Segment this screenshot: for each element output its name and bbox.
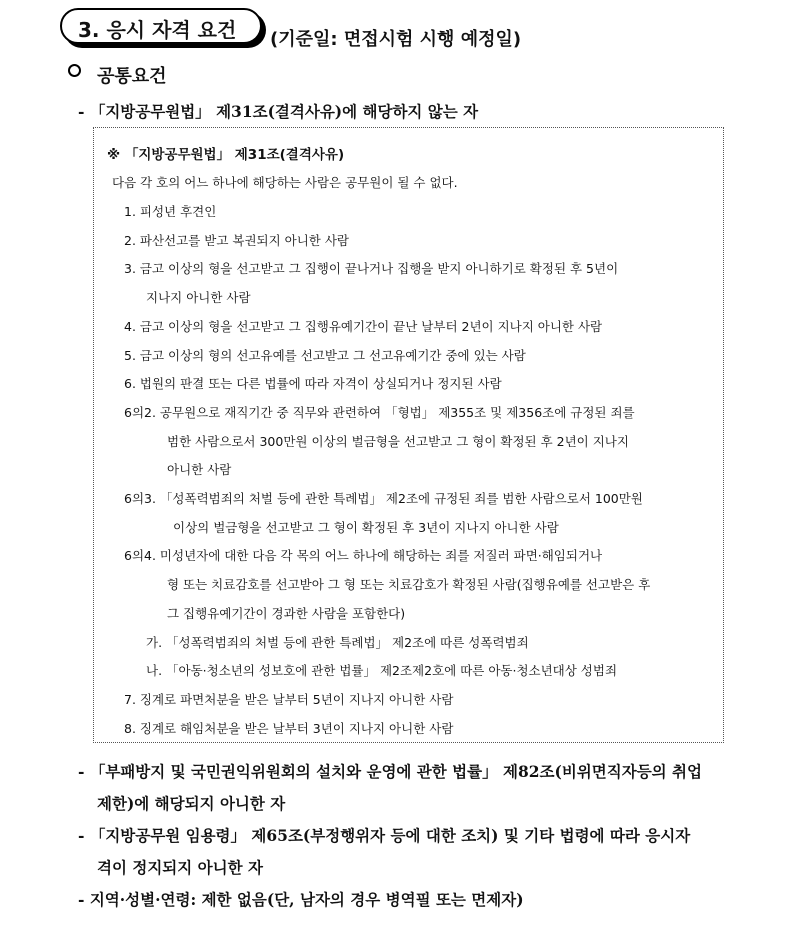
law-line: 지나지 아니한 사람 [146, 290, 251, 305]
law-line: 3. 금고 이상의 형을 선고받고 그 집행이 끝나거나 집행을 받지 아니하기로 확정된 후 5년이 [124, 261, 619, 276]
law-line: 6의4. 미성년자에 대한 다음 각 목의 어느 하나에 해당하는 죄를 저질러 파면·해임되거나 [124, 548, 603, 563]
law-line: 4. 금고 이상의 형을 선고받고 그 집행유예기간이 끝난 날부터 2년이 지나지 아니한 사람 [124, 319, 603, 334]
requirement-item: - 지역·성별·연령: 제한 없음(단, 남자의 경우 병역필 또는 면제자) [78, 890, 524, 909]
law-line: 6의2. 공무원으로 재직기간 중 직무와 관련하여 「형법」 제355조 및 제356조에 규정된 죄를 [124, 405, 635, 420]
law-line: 가. 「성폭력범죄의 처벌 등에 관한 특례법」 제2조에 따른 성폭력범죄 [146, 635, 529, 650]
law-line: 5. 금고 이상의 형의 선고유예를 선고받고 그 선고유예기간 중에 있는 사람 [124, 348, 526, 363]
common-requirements-heading: 공통요건 [97, 66, 167, 87]
circle-bullet-icon [68, 64, 81, 77]
requirement-item: - 「지방공무원법」 제31조(결격사유)에 해당하지 않는 자 [78, 102, 479, 121]
law-line: 8. 징계로 해임처분을 받은 날부터 3년이 지나지 아니한 사람 [124, 721, 454, 736]
law-line: 7. 징계로 파면처분을 받은 날부터 5년이 지나지 아니한 사람 [124, 692, 454, 707]
law-line: 2. 파산선고를 받고 복권되지 아니한 사람 [124, 233, 349, 248]
law-line: 6의3. 「성폭력범죄의 처벌 등에 관한 특례법」 제2조에 규정된 죄를 범한 사람으로서 100만원 [124, 491, 643, 506]
law-line: 6. 법원의 판결 또는 다른 법률에 따라 자격이 상실되거나 정지된 사람 [124, 376, 502, 391]
law-line: 이상의 벌금형을 선고받고 그 형이 확정된 후 3년이 지나지 아니한 사람 [173, 520, 559, 535]
law-box-intro: 다음 각 호의 어느 하나에 해당하는 사람은 공무원이 될 수 없다. [112, 175, 458, 190]
law-line: 아니한 사람 [167, 462, 232, 477]
law-line: 범한 사람으로서 300만원 이상의 벌금형을 선고받고 그 형이 확정된 후 2년이 지나지 [167, 434, 629, 449]
law-line: 그 집행유예기간이 경과한 사람을 포함한다) [167, 606, 406, 621]
requirement-item: - 「지방공무원 임용령」 제65조(부정행위자 등에 대한 조치) 및 기타 법령에 따라 응시자 [78, 826, 691, 845]
law-line: 나. 「아동·청소년의 성보호에 관한 법률」 제2조제2호에 따른 아동·청소년대상 성범죄 [146, 663, 618, 678]
law-line: 형 또는 치료감호를 선고받아 그 형 또는 치료감호가 확정된 사람(집행유예를 선고받은 후 [167, 577, 651, 592]
section-subtitle: (기준일: 면접시험 시행 예정일) [270, 29, 522, 50]
requirement-item-continued: 격이 정지되지 아니한 자 [97, 858, 263, 877]
law-box-title: ※ 「지방공무원법」 제31조(결격사유) [107, 147, 345, 163]
law-line: 1. 피성년 후견인 [124, 204, 217, 219]
requirement-item: - 「부패방지 및 국민권익위원회의 설치와 운영에 관한 법률」 제82조(비위면직자등의 취업 [78, 762, 702, 781]
section-title: 3. 응시 자격 요건 [78, 18, 237, 42]
requirement-item-continued: 제한)에 해당되지 아니한 자 [97, 794, 286, 813]
